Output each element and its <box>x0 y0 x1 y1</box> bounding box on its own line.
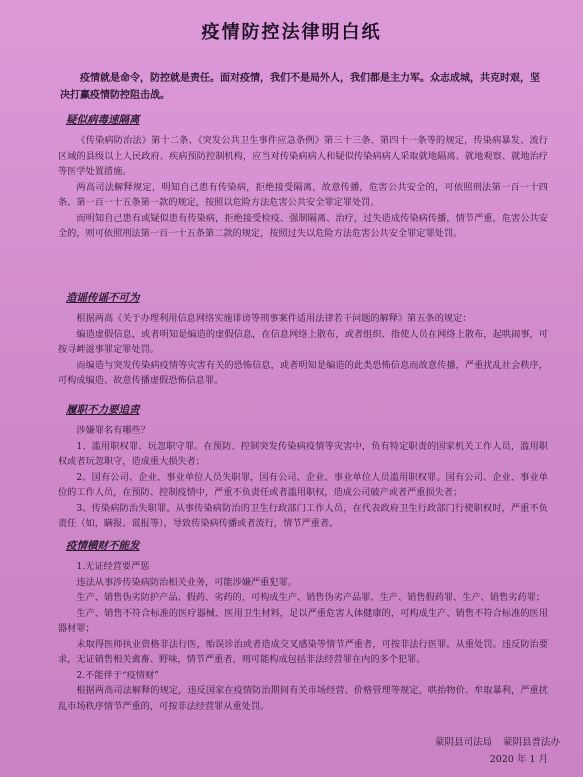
signature-orgs <box>380 735 560 750</box>
section-paragraph: 生产、销售伪劣防护产品、假药、劣药的，可构成生产、销售伪劣产品罪、生产、销售假药罪、生产、销售劣药罪； <box>76 592 545 603</box>
section-paragraph: 1.无证经营要严惩 <box>76 561 150 572</box>
section-paragraph: 两高司法解释规定，明知自己患有传染病，拒绝接受隔离，故意传播，危害公共安全的，可依照刑法第一百一十四条、第一百一十五条第一款的规定，按照以危险方法危害公共安全罪定罪处罚。 <box>58 181 548 208</box>
section-paragraph: 2、国有公司、企业、事业单位人员失职罪，国有公司、企业、事业单位人员滥用职权罪。国有公司、企业、事业单位的工作人员，在预防、控制疫情中，严重不负责任或者滥用职权，造成公司破产或者严重损失者； <box>58 471 548 498</box>
intro-paragraph: 疫情就是命令，防控就是责任。面对疫情，我们不是局外人，我们都是主力军。众志成城，共克时艰，坚决打赢疫情防控阻击战。 <box>60 73 540 101</box>
section-isolation <box>58 112 548 242</box>
page-title: 疫情防控法律明白纸 <box>201 22 382 43</box>
section-paragraph: 而编造与突发传染病疫情等灾害有关的恐怖信息，或者明知是编造的此类恐怖信息而故意传播，严重扰乱社会秩序，可构成编造、故意传播虚假恐怖信息罪。 <box>58 359 548 386</box>
section-duty <box>58 402 548 532</box>
signature-org: 蒙阴县司法局 <box>434 737 492 748</box>
signature-org: 蒙阴县普法办 <box>502 737 560 748</box>
section-heading: 疫情横财不能发 <box>66 540 140 552</box>
section-heading: 履职不力要追责 <box>66 404 140 416</box>
section-heading: 造谣传谣不可为 <box>66 292 140 304</box>
section-profiteering <box>58 538 548 714</box>
section-paragraph: 违法从事涉传染病防治相关业务，可能涉嫌严重犯罪。 <box>76 576 297 588</box>
signature-block <box>380 735 560 767</box>
section-paragraph: 2.不能伴于“疫情财” <box>76 669 159 681</box>
section-paragraph: 编造虚假信息，或者明知是编造的虚假信息，在信息网络上散布，或者组织、指使人员在网络上散布，起哄闹事，可按寻衅滋事罪定罪处罚。 <box>58 328 548 355</box>
signature-date: 2020 年 1 月 <box>489 754 548 765</box>
section-paragraph: 3、传染病防治失职罪。从事传染病防治的卫生行政部门工作人员，在代表政府卫生行政部门行使职权时，严重不负责任（如，瞒报、谎报等），导致传染病传播或者流行，情节严重者。 <box>58 502 548 529</box>
section-paragraph: 而明知自己患有或疑似患有传染病，拒绝接受检疫、强制隔离、治疗，过失造成传染病传播，情节严重，危害公共安全的，则可依照刑法第一百一十五条第二款的规定，按照过失以危险方法危害公共安全罪定罪处罚。 <box>58 212 548 239</box>
section-rumors <box>58 290 548 389</box>
section-paragraph: 未取得医师执业资格非法行医，贻误诊治或者造成交叉感染等情节严重者，可按非法行医罪。从重处罚。违反防治要求，无证销售相关禽畜、野味，情节严重者，则可能构成包括非法经营罪在内的多个犯罪。 <box>58 638 548 665</box>
section-paragraph: 涉嫌罪名有哪些？ <box>76 425 150 436</box>
section-paragraph: 根据两高《关于办理利用信息网络实施诽谤等刑事案件适用法律若干问题的解释》第五条的规定： <box>76 313 472 324</box>
section-paragraph: 生产、销售不符合标准的医疗器械、医用卫生材料，足以严重危害人体健康的，可构成生产、销售不符合标准的医用器材罪； <box>58 607 548 634</box>
section-paragraph: 《传染病防治法》第十二条、《突发公共卫生事件应急条例》第三十三条、第四十一条等的规定，传染病暴发、流行区域的县级以上人民政府、疾病预防控制机构，应当对传染病病人和疑似传染病病人采取就地隔离、就地观察、就地治疗等医学处置措施。 <box>58 135 548 177</box>
section-heading: 疑似病毒速隔离 <box>66 114 140 126</box>
section-paragraph: 根据两高司法解释的规定，违反国家在疫情防治期间有关市场经营、价格管理等规定，哄抬物价、牟取暴利，严重扰乱市场秩序情节严重的，可按非法经营罪从重处罚。 <box>58 685 548 712</box>
section-paragraph: 1、滥用职权罪、玩忽职守罪。在预防、控制突发传染病疫情等灾害中，负有特定职责的国家机关工作人员，滥用职权或者玩忽职守，造成重大损失者； <box>58 440 548 467</box>
